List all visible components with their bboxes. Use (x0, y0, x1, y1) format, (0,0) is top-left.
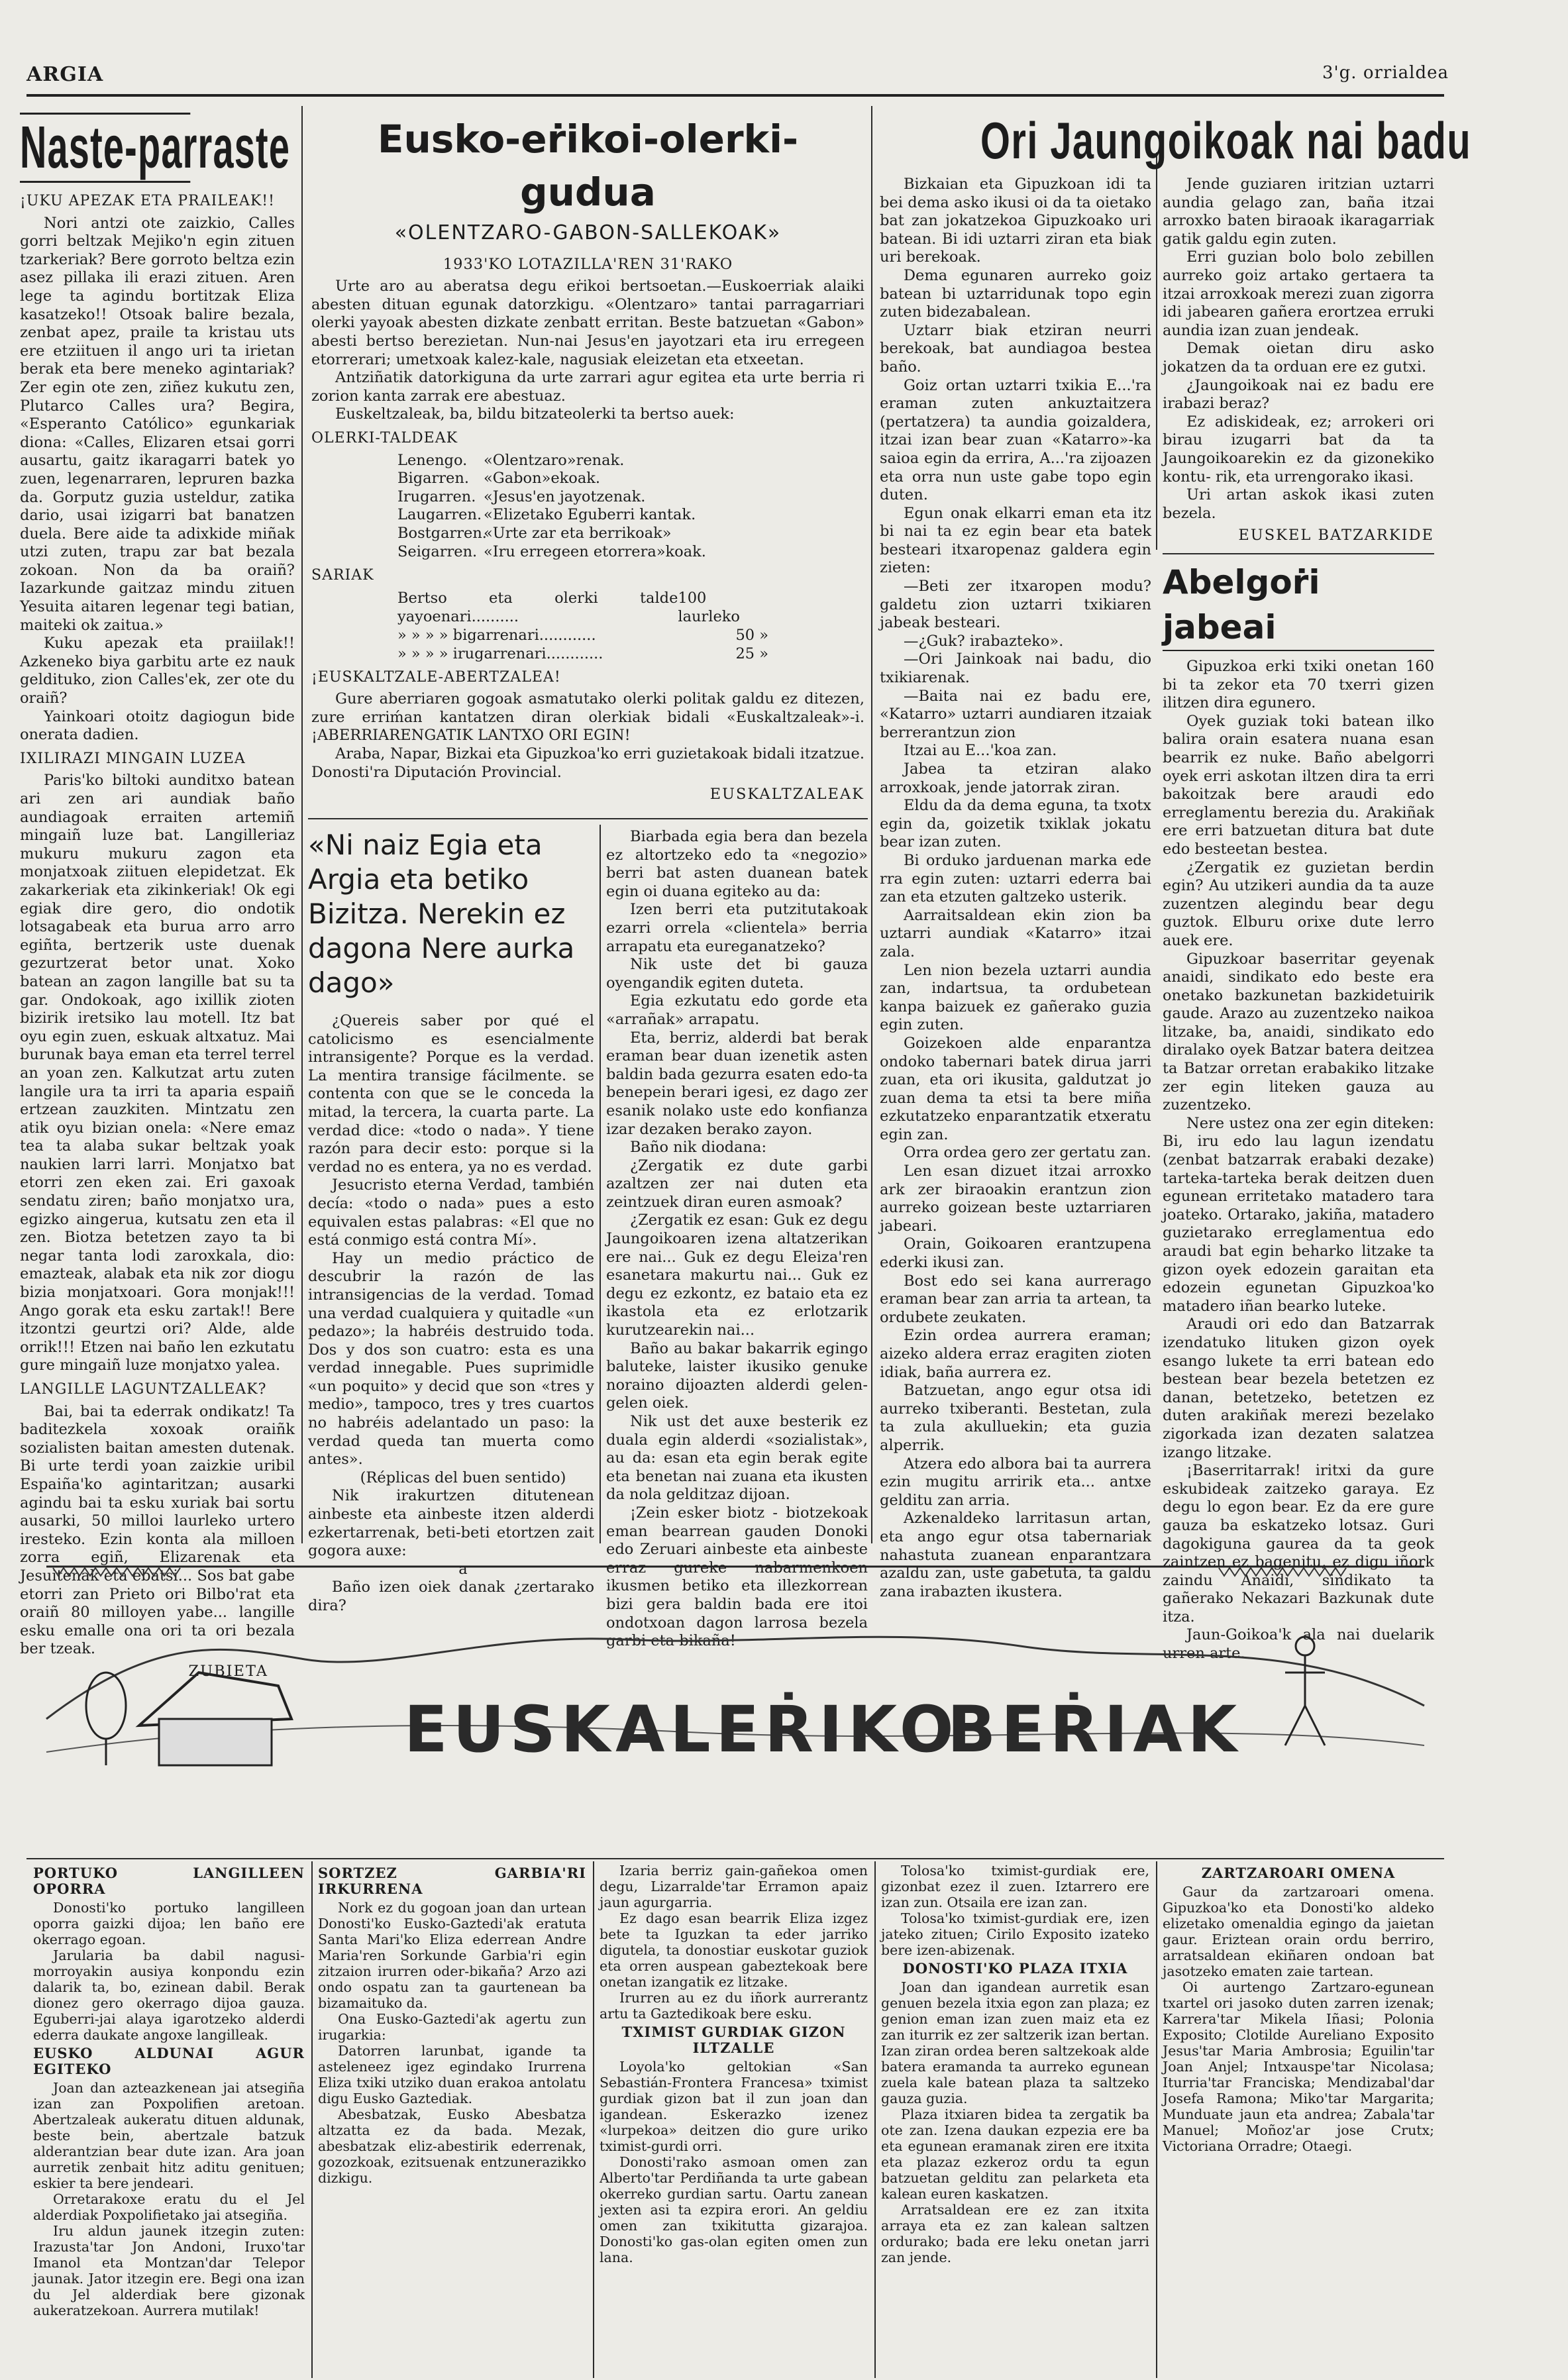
paragraph: Biarbada egia bera dan bezela ez altortzeko edo ta «negozio» berri bat asten duanean batek egin oi duana egiteko au da: (606, 828, 868, 900)
team-rank: Irugarren. (397, 488, 476, 505)
team-name: «Iru erregeen etorrera»koak. (484, 543, 706, 560)
team-row (397, 543, 864, 562)
paragraph: Ez adiskideak, ez; arrokeri ori birau izugarri bat da ta Jaungoikoarekin ez da gizonekiko kontu- rik, eta urrengorako ikasi. (1163, 413, 1434, 486)
section-heading: IXILIRAZI MINGAIN LUZEA (20, 750, 246, 767)
section-heading: LANGILLE LAGUNTZALLEAK? (20, 1381, 267, 1398)
paragraph: Izaria berriz gain-gañekoa omen degu, Lizarralde'tar Erramon apaiz jaun agurgarria. (600, 1863, 868, 1910)
paragraph: Loyola'ko geltokian «San Sebastián-Frontera Francesa» tximist gurdiak gizon bat il zun joan dan igandean. Eskerazko izenez «lurpekoa» deitzen dio gure uriko tximist-gurdi orri. (600, 2059, 868, 2154)
prize-row (397, 626, 768, 645)
prizes-heading: SARIAK (311, 567, 374, 584)
paragraph: Uztarr biak etziran neurri berekoak, bat aundiagoa bestea baño. (880, 321, 1151, 376)
jaungoikoak-title: Ori Jaungoikoak nai badu (980, 111, 1472, 170)
naste-parraste-title: Naste-parraste (20, 113, 190, 183)
contest-dateline: 1933'KO LOTAZILLA'REN 31'RAKO (443, 255, 733, 273)
prize-value: 100 laurleko (678, 589, 740, 625)
paragraph: Gaur da zartzaroari omena. Gipuzkoa'ko eta Donosti'ko aldeko elizetako omenaldia egingo da jaietan gaur. Eriztean orain ordu berriro, arratsaldean ekiñaren ondoan bat jasotzeko ematen zaie tartean. (1163, 1884, 1434, 1979)
paragraph: Donosti'ko portuko langilleen oporra gaizki dijoa; len baño ere okerrago egoan. (33, 1900, 305, 1947)
news-divider-4 (1156, 1861, 1157, 2378)
news-column-5 (1163, 1863, 1434, 2379)
paragraph: Jesucristo eterna Verdad, también decía: «todo o nada» pues a esto equivalen estas palabras: «El que no está conmigo está contra Mí». (308, 1176, 594, 1249)
paragraph: —¿Guk? irabazteko». (904, 632, 1064, 650)
abelgori-article (1163, 560, 1434, 1663)
paragraph: Nere ustez ona zer egin diteken: Bi, iru edo lau lagun izendatu (zenbat batzarrak erabaki dezake) tarteka-tarteka berak deitzen duen egunean erritetako matadero tara joateko. Ortarako, jakiña, matadero guzietarako erreglamentua edo araudi bat egin beharko litzake ta gizon oyek edozein garaitan eta edozein egunetan Gipuzkoa'ko matadero iñan bearko luteke. (1163, 1114, 1434, 1315)
paragraph: Joan dan igandean aurretik esan genuen bezela itxia egon zan plaza; ez genion eman izan zuen maiz eta ez zan iturrik ez zer saltzerik izan bertan. Izan ziran ordea beren saltzekoak alde batera eramanda ta aurreko egunean zuela kale batean plaza ta saltzeko gauza guzia. (881, 1979, 1149, 2106)
paragraph: Ona Eusko-Gaztedi'ak agertu zun irugarkia: (318, 2011, 586, 2043)
paragraph: —Ori Jainkoak nai badu, dio txikiarenak. (880, 650, 1151, 687)
paragraph: Nik irakurtzen ditutenean ainbeste eta ainbeste itzen alderdi ezkertarrenak, beti-beti etortzen zait gogora auxe: (308, 1487, 594, 1560)
team-name: «Gabon»ekoak. (484, 470, 601, 488)
paragraph: Egia ezkutatu edo gorde eta «arrañak» arrapatu. (606, 992, 868, 1028)
paragraph: Izen berri eta putzitutakoak ezarri orrela «clientela» berria arrapatu eta eureganatzeko? (606, 901, 868, 955)
contest-bottom-rule (308, 818, 868, 819)
prize-label: Bertso eta olerki talde yayoenari (397, 589, 678, 625)
prize-label: » » » » irugarrenari (397, 645, 547, 662)
paragraph: Antziñatik datorkiguna da urte zarrari agur egitea eta urte berria ri zorion kanta zarrak ere abestuaz. (311, 369, 864, 405)
prize-row (397, 589, 768, 626)
paragraph: Atzera edo albora bai ta aurrera ezin mugitu arririk eta... antxe gelditu zan arria. (880, 1455, 1151, 1509)
paragraph: Joan dan azteazkenean jai atsegiña izan zan Poxpolifien aretoan. Abertzaleak aukeratu dituen aldunak, beste bein, abertzale batzuk alderantzian bear dute izan. Ara joan aurretik zenbait hitz aditu genituen; eskier ta bere jendeari. (33, 2080, 305, 2191)
paragraph: Abesbatzak, Eusko Abesbatza altzatta ez da bada. Mezak, abesbatzak eliz-abestirik ederrenak, gozozkoak, ezitsuenak entzunerazikko dizkigu. (318, 2106, 586, 2186)
team-rank: Lenengo. (397, 451, 468, 469)
news-top-rule (26, 1858, 1444, 1859)
paragraph: Paris'ko biltoki aunditxo batean ari zen ari aundiak baño aundiagoak erraiten artemiñ mingaiñ luze bat. Langilleriaz mukuru mukuru zagon eta monjatxoak ziituen elepidetzat. Ek zakarkeriak eta zikinkeriak! Ok egi egiak dire gero, dio ondotik lotsagabeak eta burua arro arro egiñta, bertzerik uste duenak gezurtzerat betor unat. Xoko batean an zagon langille bat su ta gar. Ondokoak, ago ixillik zioten bizirik iretsiko lau motell. Itz bat oyu egin zuen, eskuak altxatuz. Mai burunak baya eman eta terrel terrel an yoan zen. Kalkutzat artu zuten langile ura ta irri ta aparia espaiñ ertzean zauzkiten. Mintzatu zen atik oyu bizian onela: «Nere emaz tea ta alaba sukar beltzak yoak naukien larri larri. Monjatxo bat etorri zen eken zai. Eri gaxoak sendatu ziren; baño monjatxo ura, egizko aingerua, kutsatu zen eta il zen. Biotza betetzen zayo ta bi negar tanta lodi zaroxkala, dio: emazteak, alabak eta nik zor diogu bizia monjatxoari. Gora monjak!!! Ango gorak eta esku zartak!! Bere itzontzi geurtzi ori? Alde, alde orrik!!! Etzen nai baño len ezkutatu gure mingaiñ luze monjatxo yalea. (20, 772, 295, 1374)
paragraph: Iru aldun jaunek itzegin zuten: Irazusta'tar Jon Andoni, Iruxo'tar Imanol eta Montzan'dar Telepor jaunak. Jator itzegin ere. Begi ona izan du Jel alderdiak bere gizonak aukeratzekoan. Aurrera mutilak! (33, 2223, 305, 2318)
news-column-1 (33, 1863, 305, 2379)
paragraph: ¿Zergatik ez guzietan berdin egin? Au utzikeri aundia da ta auze zuzentzen alegindu bear degu guztok. Elburu orixe dute lerro auek ere. (1163, 858, 1434, 949)
prize-dots: ............ (546, 645, 603, 662)
paragraph: Irurren au ez du iñork aurrerantz artu ta Gaztedikoak bere esku. (600, 1990, 868, 2022)
team-rank: Bigarren. (397, 470, 470, 488)
paragraph: Gure aberriaren gogoak asmatutako olerki politak galdu ez ditezen, zure erriḿan kantatzen diran olerkiak bidali «Euskaltzaleak»-i. ¡ABERRIARENGATIK LANTXO ORI EGIN! (311, 690, 864, 745)
contest-subtitle: «OLENTZARO-GABON-SALLEKOAK» (394, 221, 782, 244)
jaungoikoak-column-right (1163, 176, 1434, 546)
news-heading: DONOSTI'KO PLAZA ITXIA (902, 1960, 1128, 1977)
paragraph: ¿Zergatik ez dute garbi azaltzen zer nai duten eta zeintzuek diran euren asmoak? (606, 1157, 868, 1211)
egia-article-right (606, 828, 868, 1650)
team-name: «Jesus'en jayotzenak. (484, 488, 646, 505)
paragraph: Orretarakoxe eratu du el Jel alderdiak Poxpolifietako jai atsegiña. (33, 2191, 305, 2223)
paragraph: ¿Zergatik ez esan: Guk ez degu Jaungoikoaren izena altatzerikan ere nai... Guk ez degu Eleiza'ren esanetara makurtu nai... Guk ez degu ez ezkontz, ez bataio eta ez ikastola eta ez erlotzarik kurutzearekin nai... (606, 1212, 868, 1339)
farmhouse-icon (139, 1673, 291, 1765)
newspaper-name: ARGIA (26, 63, 104, 86)
banner-title-left: EUSKALEṘIKO (404, 1692, 959, 1767)
paragraph: Baño nik diodana: (630, 1139, 767, 1157)
team-row (397, 488, 864, 507)
masthead-rule (26, 94, 1444, 97)
paragraph: Arratsaldean ere ez zan itxita arraya eta ez zan kalean saltzen ordurako; bada ere leku onetan jarri zan jende. (881, 2202, 1149, 2265)
news-heading: SORTZEZ GARBIA'RI IRKURRENA (318, 1865, 586, 1897)
paragraph: ¡Baserritarrak! iritxi da gure eskubideak zaitzeko garaya. Ez degu lo egon bear. Ez da ere gure gauza ba eskatzeko lotsaz. Guri dagokiguna gaurea da ta geok zaintzen ez bagenitu, ez digu iñork zaindu Anaidi, sindikato ta gañerako Nekazari Bazkunak dute itza. (1163, 1462, 1434, 1626)
paragraph: Nik ust det auxe besterik ez duala egin alderdi «sozialistak», au da: esan eta egin berak egite eta benetan nai zuana eta ikusten da nola gelditzaz dijoan. (606, 1413, 868, 1504)
signature: ZUBIETA (188, 1662, 268, 1680)
paragraph: Bi orduko jarduenan marka ede rra egin zuten: uztarri ederra bai zan eta etzuten galtzeko usterik. (880, 851, 1151, 906)
paragraph: Kuku apezak eta praiilak!! Azkeneko biya garbitu arte ez nauk geldituko, zion Calles'ek, zer ote du oraiñ? (20, 635, 295, 707)
team-rank: Seigarren. (397, 543, 478, 560)
contest-article (311, 113, 864, 815)
paragraph: Egun onak elkarri eman eta itz bi nai ta ez egin bear eta batek besteari itxaropenaz galdera egin zieten: (880, 504, 1151, 577)
paragraph: Datorren larunbat, igande ta asteleneez igez egindako Irurrena Eliza txiki utziko duan erakoa antolatu digu Eusko Gaztediak. (318, 2043, 586, 2106)
news-column-3 (600, 1863, 868, 2379)
egia-title: «Ni naiz Egia eta Argia eta betiko Bizitza. Nerekin ez dagona Nere aurka dago» (308, 829, 575, 999)
paragraph: Nork ez du gogoan joan dan urtean Donosti'ko Eusko-Gaztedi'ak eratuta Santa Mari'ko Eliza ederrean Andre Maria'ren Sorkunde Garbia'ri egin zitzaion irurren oder-bikaña? Arzo azi ondo ospatu zan ta gaurtenean ba bizamaituko da. (318, 1900, 586, 2011)
prizes-list (397, 589, 768, 663)
news-column-2 (318, 1863, 586, 2379)
paragraph: Bizkaian eta Gipuzkoan idi ta bei dema asko ikusi oi da ta oietako bat zan jokatzekoa Gipuzkoako uri batean. Bi idi uztarri ziran eta biak uri berekoak. (880, 176, 1151, 266)
paragraph: Hay un medio práctico de descubrir la razón de las intransigencias de la verdad. Tomad una verdad cualquiera y quitadle «un pedazo»; la habréis destruido toda. Dos y dos son cuatro: esta es una verdad innegable. Pues suprimidle «un poquito» y decid que son «tres y medio», tampoco, tres y tres cuartos no habréis adelantado un paso: la verdad queda tan muerta como antes». (308, 1249, 594, 1469)
teams-heading: OLERKI-TALDEAK (311, 429, 458, 446)
signature: EUSKEL BATZARKIDE (1238, 527, 1434, 544)
paragraph: (Réplicas del buen sentido) (360, 1469, 566, 1486)
paragraph: Batzuetan, ango egur otsa idi aurreko txiberanti. Bestetan, zula ta zula akulluekin; eta guzia alperrik. (880, 1382, 1151, 1454)
abelgori-top-rule (1163, 553, 1434, 554)
team-name: «Elizetako Eguberri kantak. (484, 506, 696, 524)
divider-jaungo (1156, 152, 1157, 550)
paragraph: Baño au bakar bakarrik egingo baluteke, laister ikusiko genuke noraino dijoazten alderdi gelen-gelen oiek. (606, 1339, 868, 1412)
tree-icon (86, 1673, 126, 1765)
paragraph: Orain, Goikoaren erantzupena ederki ikusi zan. (880, 1235, 1151, 1272)
news-column-4 (881, 1863, 1149, 2379)
team-name: «Olentzaro»renak. (484, 451, 625, 469)
news-heading: PORTUKO LANGILLEEN OPORRA (33, 1865, 305, 1897)
news-heading: TXIMIST GURDIAK GIZON ILTZALLE (621, 2024, 846, 2056)
paragraph: ¿Jaungoikoak nai ez badu ere irabazi beraz? (1163, 376, 1434, 413)
prize-dots: .......... (471, 607, 519, 625)
paragraph: Baño izen oiek danak ¿zertarako dira? (308, 1578, 594, 1614)
paragraph: Gipuzkoar baserritar geyenak anaidi, sindikato edo beste era onetako bazkunetan bazkidetuirik gaude. Arazo au zuzentzeko naikoa litzake, ba, anaidi, sindikato edo diralako oyek Batzar batera deitzea ta Batzar orretan erabakiko litzake zer egin liteken gauza au zuzentzeko. (1163, 950, 1434, 1114)
paragraph: Len esan dizuet itzai arroxko ark zer biraoakin erantzun zion aurreko goizean beste uztarriaren jabeari. (880, 1163, 1151, 1235)
paragraph: —Beti zer itxaropen modu? galdetu zion uztarri txikiaren jabeak besteari. (880, 578, 1151, 632)
paragraph: Oyek guziak toki batean ilko balira orain esatera nuana esan bearrik ez nuke. Baño abelgorri oyek erri askotan iltzen dira ta erri bakoitzak bere araudi edo erreglamentu berezia du. Arakiñak ere erri batzuetan ditura bat dute edo besteetan bestea. (1163, 712, 1434, 858)
prize-dots: ............ (539, 626, 596, 644)
news-divider-1 (311, 1861, 313, 2378)
team-row (397, 470, 864, 488)
paragraph: Aarraitsaldean ekin zion ba uztarri aundiak «Katarro» itzai zala. (880, 906, 1151, 960)
paragraph: Itzai au E...'koa zan. (904, 742, 1057, 760)
paragraph: Jabea ta etziran alako arroxkoak, jende jatorrak ziran. (880, 760, 1151, 796)
page-number: 3'g. orrialdea (1322, 63, 1449, 83)
team-row (397, 506, 864, 525)
paragraph: Donosti'rako asmoan omen zan Alberto'tar Perdiñanda ta urte gabean okerreko gurdian sartu. Oartu zanean jexten asi ta ezpira erori. An geldiu omen zan txikitutta gizarajoa. Donosti'ko gas-olan egiten omen zun lana. (600, 2154, 868, 2265)
egia-article-left (308, 828, 594, 1614)
paragraph: Erri guzian bolo bolo zebillen aurreko goiz artako gertaera ta itzai arroxkoak merezi zuan zigorra idi jabearen gañera erortzea erruki aundia izan zuan jendeak. (1163, 248, 1434, 339)
news-heading: ZARTZAROARI OMENA (1201, 1865, 1396, 1881)
paragraph: a (458, 1560, 468, 1578)
paragraph: Oi aurtengo Zartzaro-egunean txartel ori jasoko duten zarren izenak; Karrera'tar Mikela Iñasi; Polonia Exposito; Clotilde Aureliano Exposito Jesus'tar Maria Ambrosia; Eguilin'tar Joan Anjel; Intxauspe'tar Nicolasa; Iturria'tar Franciska; Mendizabal'dar Josefa Ramona; Miko'tar Margarita; Munduate jaun eta andrea; Zabala'tar Manuel; Moñoz'ar jose Crutx; Victoriana Orradre; Otaegi. (1163, 1979, 1434, 2154)
paragraph: Eldu da da dema eguna, ta txotx egin da, goizetik txiklak jokatu bear izan zuten. (880, 797, 1151, 851)
paragraph: Ezin ordea aurrera eraman; aizeko aldera erraz eragiten zioten idiak, baña aurrera ez. (880, 1327, 1151, 1381)
paragraph: Bost edo sei kana aurrerago eraman bear zan arria ta artean, ta ordubete zeukaten. (880, 1272, 1151, 1326)
paragraph: Len nion bezela uztarri aundia zan, indartsua, ta ordubetean kanpa baizuek ez gañerako guzia egin zuten. (880, 961, 1151, 1034)
team-rank: Bostgarren. (397, 524, 487, 542)
paragraph: Araba, Napar, Bizkai eta Gipuzkoa'ko erri guzietakoak bidali itzatzue. Donosti'ra Diputación Provincial. (311, 745, 864, 781)
teams-list (397, 452, 864, 562)
paragraph: Araudi ori edo dan Batzarrak izendatuko lituken gizon oyek esango lukete ta erri batean edo bestean bear bezela betetzen ez danan, betetzeko, betetzen ez duten arakiñak merezi bezelako zigorkada izan dezaten salatzea izango litzake. (1163, 1316, 1434, 1461)
divider-1 (301, 106, 303, 1543)
news-heading: EUSKO ALDUNAI AGUR EGITEKO (33, 2045, 305, 2077)
naste-parraste-column (20, 113, 295, 1680)
paragraph: Jaun-Goikoa'k ala nai duelarik urren arte. (1163, 1626, 1434, 1663)
prize-value: 25 » (735, 645, 768, 662)
paragraph: Jarularia ba dabil nagusi-morroyakin ausiya konpondu ezin dalarik ta, bo, ezinean dabil. Berak dionez gero okerrago dijoa gauza. Eguberri-jai alaya igarotzeko alderdi ederra daukate angoxe langilleak. (33, 1947, 305, 2043)
paragraph: ¡Zein esker biotz - biotzekoak eman bearrean gauden Donoki edo Zeruari ainbeste eta ainbeste erraz gureke nabarmenkoen ikusmen betiko eta illezkorrean bizi gera baldin bada ere itoi ondotxoan dagon larrosa bezela garbi eta bikaña! (606, 1504, 868, 1650)
team-row (397, 525, 864, 543)
paragraph: Goiz ortan uztarri txikia E...'ra eraman zuten ankuztaitzera (pertatzera) ta aundia goizaldera, itzai izan bear zuan «Katarro»-ka saioa egin da errira, A...'ra zijoazen eta orra nun uste gabe topo egin duten. (880, 376, 1151, 504)
figure-icon (1285, 1637, 1325, 1745)
paragraph: Gipuzkoa erki txiki onetan 160 bi ta zekor eta 70 txerri gizen ilitzen dira egunero. (1163, 658, 1434, 712)
paragraph: Uri artan askok ikasi zuten bezela. (1163, 486, 1434, 522)
paragraph: Bai, bai ta ederrak ondikatz! Ta baditezkela xoxoak oraiñk sozialisten baitan amesten dutenak. Bi urte terdi yoan zaizkie uribil Espaiña'ko agintaritzan; ausarki agindu bai ta esku xuriak bai sortu ausarki, 50 milloi laurleko urtero iresteko. Ezin konta ala milloen zorra egiñ, Elizarenak eta Jesuitenak eta ebatsi... Sos bat gabe etorri zan Prieto ori Bilbo'rat eta oraiñ 80 milloyen yabe... langille esku emalle ona ori ta ori bezala ber tzeak. (20, 1402, 295, 1658)
paragraph: Tolosa'ko tximist-gurdiak ere, gizonbat ezez il zuen. Iztarrero ere izan zun. Otsaila ere izan zan. (881, 1863, 1149, 1910)
team-row (397, 452, 864, 470)
prize-value: 50 » (735, 626, 768, 644)
prize-label: » » » » bigarrenari (397, 626, 539, 644)
paragraph: Urte aro au aberatsa degu eṙikoi bertsoetan.—Euskoerriak alaiki abesten dituan egunak datorzkigu. «Olentzaro» tantai parragarriari olerki yayoak abesten dizkate zenbatt erritan. Beste batzuetan «Gabon» abesti bertso berezietan. Nun-nai Jesus'en jayotzari eta iru erregeen etorrerari; umetxoak kalez-kale, nagusiak eleizetan eta etxeetan. (311, 278, 864, 368)
paragraph: Yainkoari otoitz dagiogun bide onerata dadien. (20, 707, 295, 744)
signature: EUSKALTZALEAK (709, 786, 864, 803)
paragraph: Jende guziaren iritzian uztarri aundia gelago zan, baña itzai arroxko baten biraoak ikaragarriak gatik galdu egin zuten. (1163, 176, 1434, 248)
triangle-border-icon (46, 1567, 1424, 1576)
paragraph: Goizekoen alde enparantza ondoko tabernari batek dirua jarri zuan, eta ori ikusita, galdutzat jo zuan dema ta etsi ta bere miña ezkutatzeko enparantzatik etxeratu egin zan. (880, 1034, 1151, 1143)
jaungoikoak-column-left (880, 176, 1151, 1600)
contest-cry: ¡EUSKALTZALE-ABERTZALEA! (311, 668, 561, 686)
paragraph: Tolosa'ko tximist-gurdiak ere, izen jateko zituen; Cirilo Exposito izateko bere izen-abizenak. (881, 1910, 1149, 1958)
news-divider-2 (593, 1861, 594, 2378)
divider-2 (871, 106, 872, 1543)
paragraph: Nori antzi ote zaizkio, Calles gorri beltzak Mejiko'n egin zituen tzarkeriak? Bere gorroto beltza ezin asez pillaka ili erazi zituen. Aren lege ta agindu bortitzak Eliza kasatzeko!! Otsoak balire bezala, zenbat apez, praile ta kristau uts ere etziituen il ango uri ta irietan berak eta bere meneko agintariak? Zer egin ote zen, ziñez kukutu zen, Plutarco Calles ura? Begira, «Esperanto Católico» egunkariak diona: «Calles, Elizaren etsai gorri ausartu, gaitz ikaragarri batek yo zuen, legenarraren, lepruren bazka da. Gorputz guzia usteldur, zatika dario, usai izigarri bat banatzen duela. Bere aide ta adixkide miñak utzi zuten, trapu zar bat bezala zokoan. Non da ba oraiñ? Iazarkunde gaitzaz mindu zituen Yesuita aitaren legenar tegi batian, maiteki ok zaitua.» (20, 214, 295, 634)
paragraph: Orra ordea gero zer gertatu zan. (904, 1144, 1151, 1162)
divider-egia (600, 825, 601, 1543)
paragraph: Nik uste det bi gauza oyengandik egiten duteta. (606, 956, 868, 992)
team-name: «Urte zar eta berrikoak» (484, 524, 672, 542)
paragraph: Eta, berriz, alderdi bat berak eraman bear duan izenetik asten baldin bada gezurra esaten edo-ta benepein berari igesi, ez dago zer esanik nolako uste edo konfianza izar dezaken berako zayon. (606, 1029, 868, 1138)
abelgori-title: Abelgoṙi jabeai (1163, 560, 1434, 651)
section-heading: ¡UKU APEZAK ETA PRAILEAK!! (20, 193, 275, 209)
team-rank: Laugarren. (397, 506, 482, 524)
euskaleriko-beriak-banner (26, 1553, 1444, 1858)
contest-title: Eusko-eṙikoi-olerki-gudua (377, 117, 799, 215)
paragraph: ¿Quereis saber por qué el catolicismo es esencialmente intransigente? Porque es la verdad. La mentira transige fácilmente. se contenta con que se le conceda la mitad, la tercera, la cuarta parte. La verdad dice: «todo o nada». Y tiene razón para decir esto: porque si la verdad no es entera, ya no es verdad. (308, 1012, 594, 1176)
paragraph: Plaza itxiaren bidea ta zergatik ba ote zan. Izena daukan ezpezia ere ba eta egunean eramanak ziren ere itxita eta plazaz ezkeroz ordu ta egun batzuetan gelditu zan pelarketa eta kalean euren kaskatzen. (881, 2106, 1149, 2202)
paragraph: Demak oietan diru asko jokatzen da ta orduan ere ez gutxi. (1163, 340, 1434, 376)
prize-row (397, 645, 768, 663)
jaungoikoak-header (881, 111, 1472, 170)
news-divider-3 (874, 1861, 876, 2378)
paragraph: Azkenaldeko larritasun artan, eta ango egur otsa tabernariak nahastuta zuanean enparantzara azaldu zan, uste gabetuta, ta galdu zana irabazten ikustera. (880, 1510, 1151, 1600)
paragraph: Dema egunaren aurreko goiz batean bi uztarridunak topo egin zuten bidezabalean. (880, 266, 1151, 321)
paragraph: Ez dago esan bearrik Eliza izgez bete ta Iguzkan ta eder jarriko digutela, ta donostiar euskotar guziok eta orren auspean gabeztekoak bere onetan izangatik ez litzake. (600, 1910, 868, 1990)
paragraph: Euskeltzaleak, ba, bildu bitzateolerki ta bertso auek: (335, 405, 735, 423)
paragraph: —Baita nai ez badu ere, «Katarro» uztarri aundiaren itzaiak berrerantzun zion (880, 687, 1151, 741)
banner-title-right: BEṘIAK (947, 1692, 1243, 1767)
